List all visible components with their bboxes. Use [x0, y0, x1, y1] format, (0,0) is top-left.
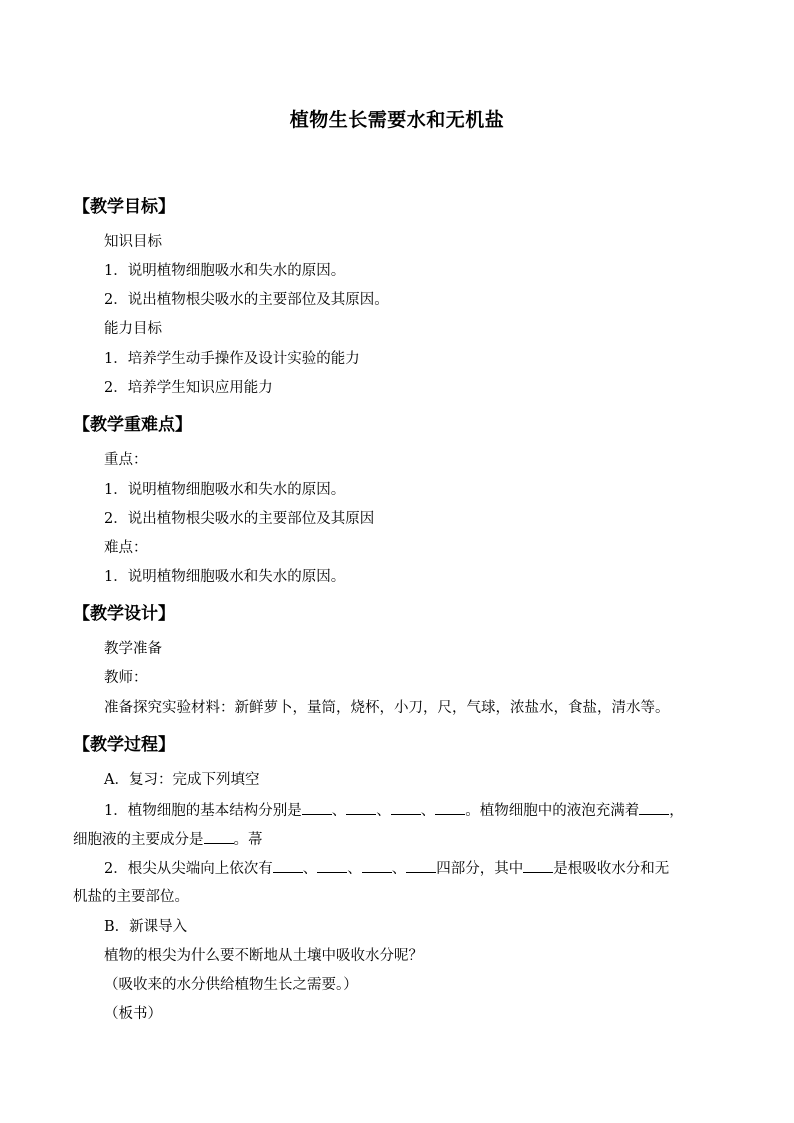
fill-question-1-cont — [73, 829, 263, 850]
blank-line — [346, 800, 376, 815]
blank-line — [273, 858, 303, 873]
new-lesson-label: B．新课导入 — [104, 919, 188, 935]
blank-line — [406, 858, 436, 873]
stray-glyph: 菷 — [248, 832, 263, 848]
q2-text-end: 是根吸收水分和无 — [553, 861, 670, 877]
blank-line — [391, 800, 421, 815]
q2-text-start: 2．根尖从尖端向上依次有 — [104, 861, 273, 877]
q1-text-middle: 。植物细胞中的液泡充满着 — [465, 803, 640, 819]
blank-line — [204, 829, 234, 844]
difficulty-1: 1．说明植物细胞吸水和失水的原因。 — [104, 569, 346, 585]
intro-question: 植物的根尖为什么要不断地从土壤中吸收水分呢？ — [104, 948, 423, 964]
separator: 、 — [331, 803, 347, 819]
ability-goal-label: 能力目标 — [104, 321, 162, 337]
blank-line — [362, 858, 392, 873]
q1-text-comma: ， — [669, 803, 684, 819]
ability-goal-2: 2．培养学生知识应用能力 — [104, 380, 273, 396]
q2-text-middle: 四部分，其中 — [436, 861, 524, 877]
knowledge-goal-1: 1．说明植物细胞吸水和失水的原因。 — [104, 263, 346, 279]
section-heading-design: 【教学设计】 — [73, 604, 175, 624]
key-point-2: 2．说出植物根尖吸水的主要部位及其原因 — [104, 511, 375, 527]
section-heading-keypoints: 【教学重难点】 — [73, 415, 192, 435]
q1-text-start: 1．植物细胞的基本结构分别是 — [104, 803, 302, 819]
blank-line — [317, 858, 347, 873]
preparation-label: 教学准备 — [104, 641, 162, 657]
blank-line — [639, 800, 669, 815]
board-note: （板书） — [104, 1006, 162, 1022]
ability-goal-1: 1．培养学生动手操作及设计实验的能力 — [104, 351, 360, 367]
key-point-1: 1．说明植物细胞吸水和失水的原因。 — [104, 482, 346, 498]
q1-text-cell-sap: 细胞液的主要成分是 — [73, 832, 204, 848]
key-point-label: 重点： — [104, 452, 148, 468]
blank-line — [302, 800, 332, 815]
separator: 、 — [420, 803, 436, 819]
teacher-label: 教师： — [104, 670, 148, 686]
section-heading-process: 【教学过程】 — [73, 735, 175, 755]
separator: 、 — [376, 803, 391, 819]
intro-answer: （吸收来的水分供给植物生长之需要。） — [104, 977, 358, 993]
fill-question-2-cont: 机盐的主要部位。 — [73, 889, 189, 905]
difficulty-label: 难点： — [104, 540, 148, 556]
materials-list: 准备探究实验材料：新鲜萝卜，量筒，烧杯，小刀，尺，气球，浓盐水，食盐，清水等。 — [104, 700, 670, 716]
separator: 、 — [302, 861, 318, 877]
knowledge-goal-2: 2．说出植物根尖吸水的主要部位及其原因。 — [104, 292, 389, 308]
fill-question-1 — [104, 800, 684, 821]
blank-line — [435, 800, 465, 815]
fill-question-2 — [104, 858, 669, 879]
q1-text-end: 。 — [233, 832, 248, 848]
separator: 、 — [391, 861, 407, 877]
section-heading-goals: 【教学目标】 — [73, 197, 175, 217]
knowledge-goal-label: 知识目标 — [104, 234, 162, 250]
review-label: A．复习：完成下列填空 — [104, 772, 260, 788]
separator: 、 — [347, 861, 362, 877]
blank-line — [523, 858, 553, 873]
document-title: 植物生长需要水和无机盐 — [289, 109, 505, 131]
